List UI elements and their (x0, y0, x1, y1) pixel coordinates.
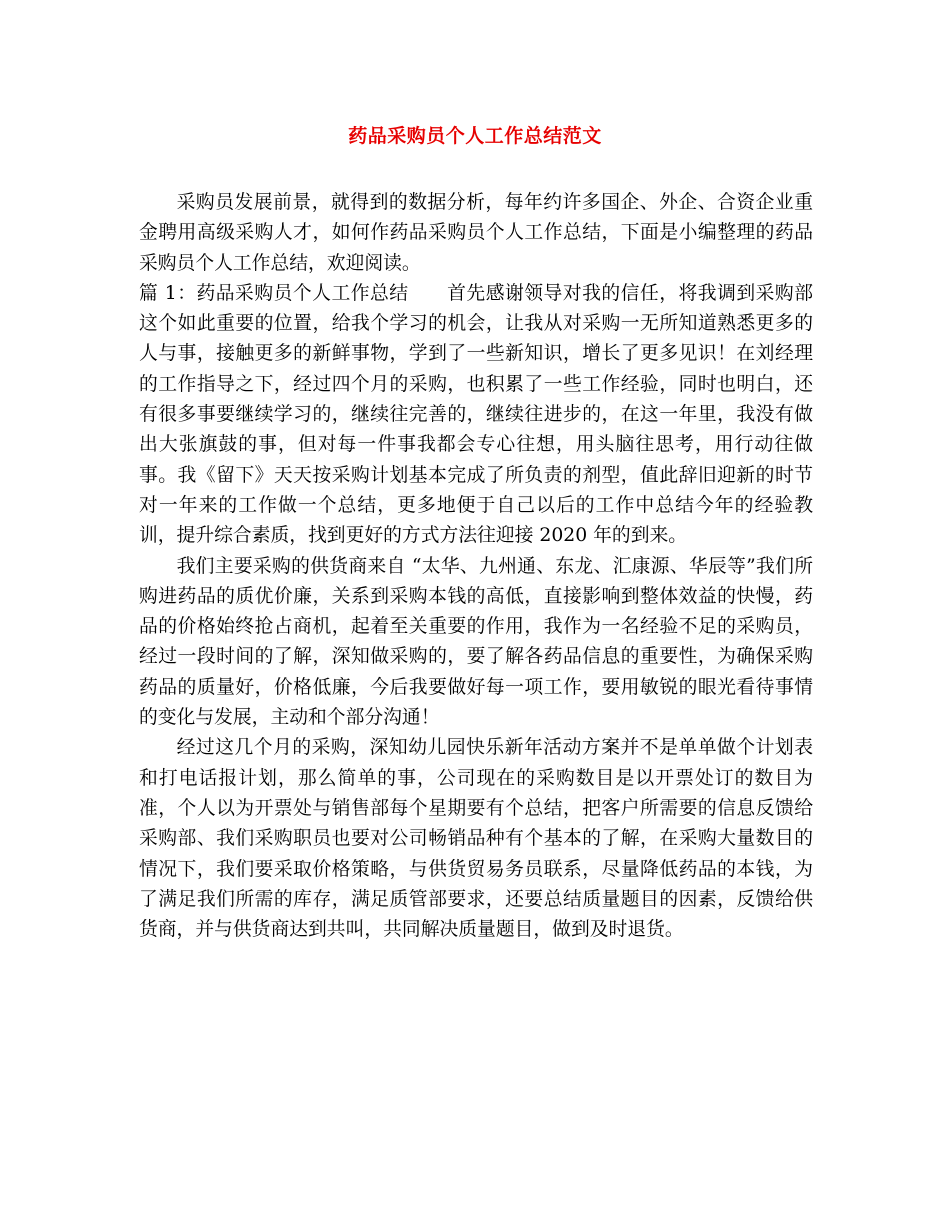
paragraph-intro: 采购员发展前景，就得到的数据分析，每年约许多国企、外企、合资企业重金聘用高级采购人才，如何作药品采购员个人工作总结，下面是小编整理的药品采购员个人工作总结，欢迎阅读。 (139, 192, 813, 274)
paragraph-section-1: 篇 1：药品采购员个人工作总结 首先感谢领导对我的信任，将我调到采购部这个如此重要的位置，给我个学习的机会，让我从对采购一无所知道熟悉更多的人与事，接触更多的新鲜事物，学到了一些新知识，增长了更多见识！在刘经理的工作指导之下，经过四个月的采购，也积累了一些工作经验，同时也明白，还有很多事要继续学习的，继续往完善的，继续往进步的，在这一年里，我没有做出大张旗鼓的事，但对每一件事我都会专心往想，用头脑往思考，用行动往做事。我《留下》天天按采购计划基本完成了所负责的剂型，值此辞旧迎新的时节对一年来的工作做一个总结，更多地便于自己以后的工作中总结今年的经验教训，提升综合素质，找到更好的方式方法往迎接 2020 年的到来。 (139, 282, 813, 547)
paragraph-suppliers: 我们主要采购的供货商来自 “太华、九州通、东龙、汇康源、华辰等”我们所购进药品的质优价廉，关系到采购本钱的高低，直接影响到整体效益的快慢，药品的价格始终抢占商机，起着至关重要的作用，我作为一名经验不足的采购员，经过一段时间的了解，深知做采购的，要了解各药品信息的重要性，为确保采购药品的质量好，价格低廉，今后我要做好每一项工作，要用敏锐的眼光看待事情的变化与发展，主动和个部分沟通！ (139, 555, 813, 729)
paragraph-experience: 经过这几个月的采购，深知幼儿园快乐新年活动方案并不是单单做个计划表和打电话报计划，那么简单的事，公司现在的采购数目是以开票处订的数目为准，个人以为开票处与销售部每个星期要有个总结，把客户所需要的信息反馈给采购部、我们采购职员也要对公司畅销品种有个基本的了解，在采购大量数目的情况下，我们要采取价格策略，与供货贸易务员联系，尽量降低药品的本钱，为了满足我们所需的库存，满足质管部要求，还要总结质量题目的因素，反馈给供货商，并与供货商达到共叫，共同解决质量题目，做到及时退货。 (139, 737, 813, 941)
document-body (139, 188, 813, 945)
document-title: 药品采购员个人工作总结范文 (348, 125, 602, 147)
